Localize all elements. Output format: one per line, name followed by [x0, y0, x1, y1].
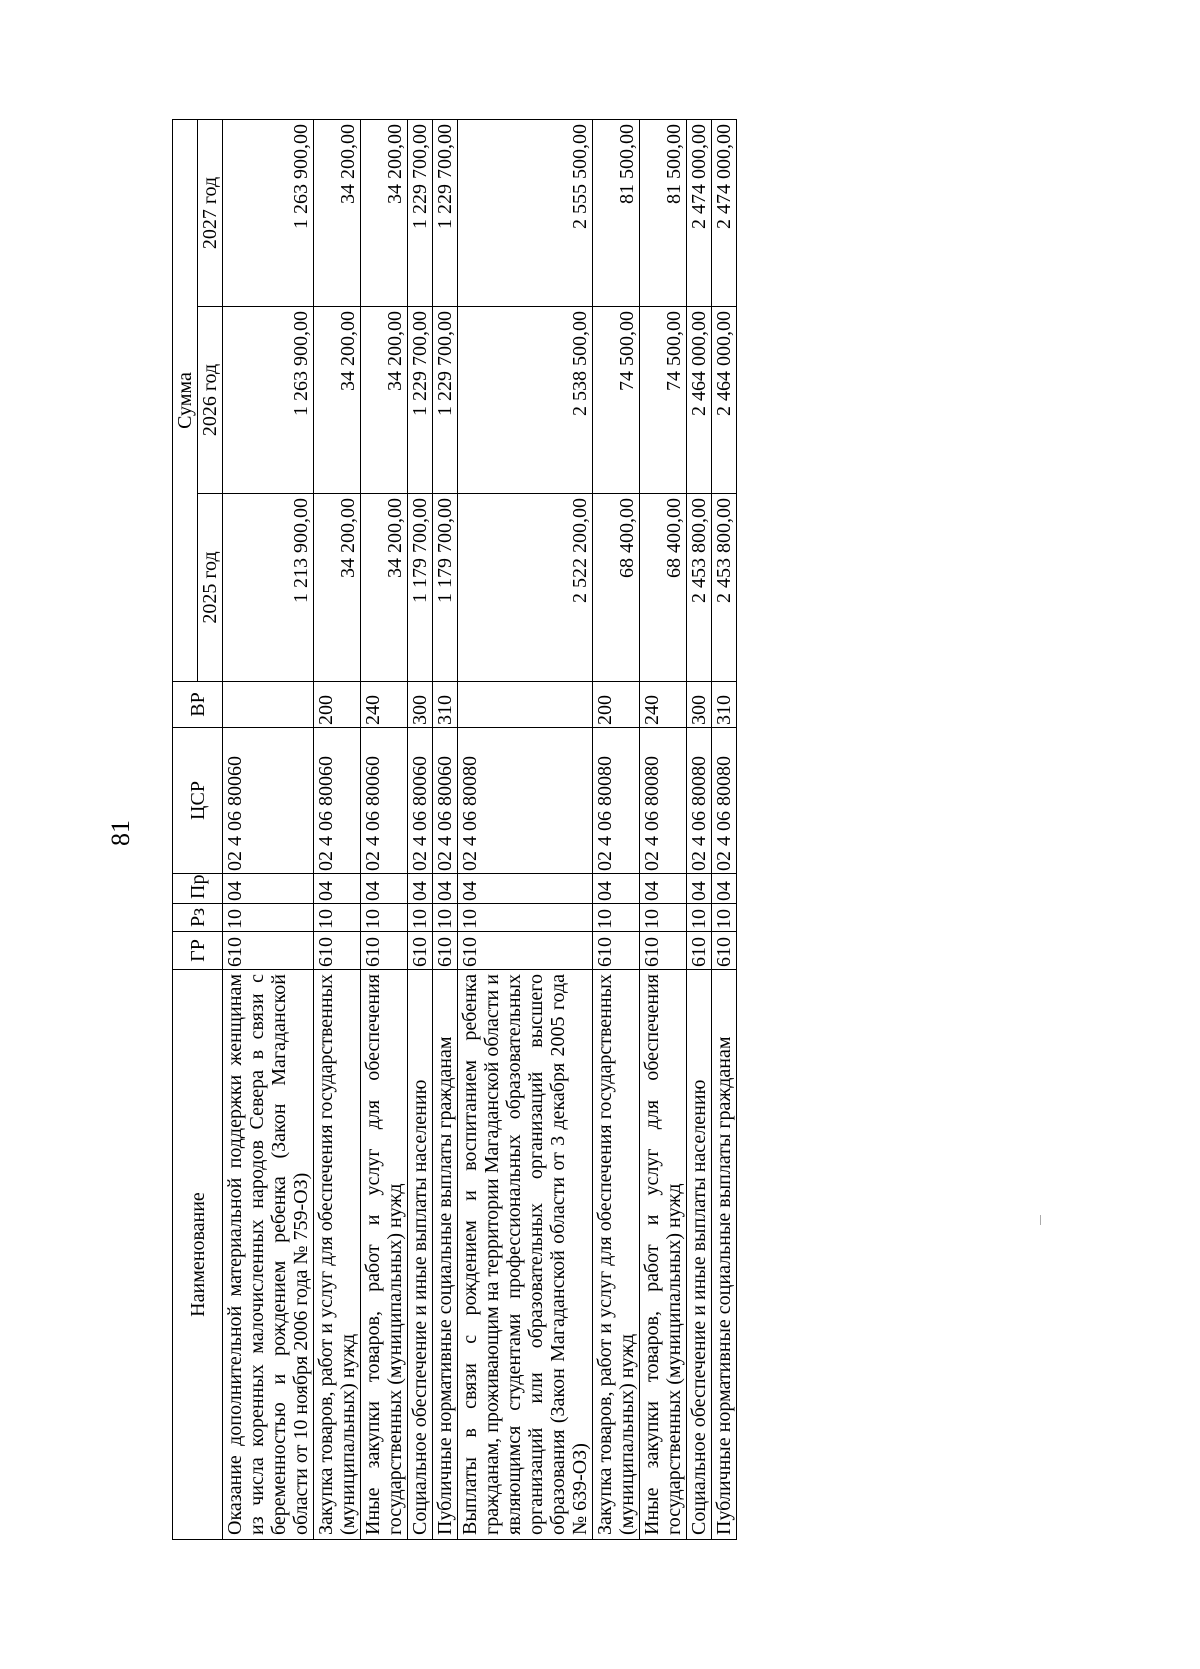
row-pr-cell: 04 [593, 874, 640, 904]
row-csr-cell: 02 4 06 80080 [458, 728, 593, 874]
row-vr-cell: 240 [361, 682, 408, 728]
row-2027-cell: 81 500,00 [593, 119, 640, 306]
row-pr-cell: 04 [408, 874, 433, 904]
row-vr-cell: 300 [408, 682, 433, 728]
row-rz-cell: 10 [433, 904, 458, 932]
row-csr-cell: 02 4 06 80060 [361, 728, 408, 874]
table-row [687, 119, 712, 1539]
row-vr-cell: 310 [712, 682, 737, 728]
row-csr-cell: 02 4 06 80080 [712, 728, 737, 874]
row-name-cell: Иные закупки товаров, работ и услуг для обеспечения государственных (муниципальных) нужд [640, 970, 687, 1540]
table-row [408, 119, 433, 1539]
row-vr-cell [223, 682, 314, 728]
row-rz-cell: 10 [640, 904, 687, 932]
row-pr-cell: 04 [458, 874, 593, 904]
row-gr-cell: 610 [687, 932, 712, 970]
row-pr-cell: 04 [223, 874, 314, 904]
row-vr-cell: 200 [314, 682, 361, 728]
header-vr: ВР [173, 682, 223, 728]
row-2025-cell: 2 522 200,00 [458, 494, 593, 682]
row-rz-cell: 10 [593, 904, 640, 932]
row-gr-cell: 610 [712, 932, 737, 970]
row-vr-cell: 240 [640, 682, 687, 728]
row-rz-cell: 10 [408, 904, 433, 932]
table-row [640, 119, 687, 1539]
row-gr-cell: 610 [314, 932, 361, 970]
row-2027-cell: 1 263 900,00 [223, 119, 314, 306]
row-rz-cell: 10 [458, 904, 593, 932]
row-name-cell: Социальное обеспечение и иные выплаты населению [408, 970, 433, 1540]
row-pr-cell: 04 [433, 874, 458, 904]
row-2027-cell: 1 229 700,00 [408, 119, 433, 306]
header-2027: 2027 год [198, 119, 223, 306]
row-csr-cell: 02 4 06 80060 [433, 728, 458, 874]
row-2026-cell: 74 500,00 [640, 307, 687, 494]
table-row [361, 119, 408, 1539]
table-row [458, 119, 593, 1539]
row-2026-cell: 74 500,00 [593, 307, 640, 494]
header-name: Наименование [173, 970, 223, 1540]
row-rz-cell: 10 [361, 904, 408, 932]
table-row [593, 119, 640, 1539]
row-csr-cell: 02 4 06 80060 [314, 728, 361, 874]
row-2026-cell: 2 538 500,00 [458, 307, 593, 494]
row-gr-cell: 610 [361, 932, 408, 970]
row-pr-cell: 04 [361, 874, 408, 904]
row-gr-cell: 610 [433, 932, 458, 970]
row-2025-cell: 1 179 700,00 [408, 494, 433, 682]
header-gr: ГР [173, 932, 223, 970]
row-gr-cell: 610 [640, 932, 687, 970]
row-csr-cell: 02 4 06 80080 [640, 728, 687, 874]
header-rz: Рз [173, 904, 223, 932]
row-gr-cell: 610 [223, 932, 314, 970]
row-gr-cell: 610 [458, 932, 593, 970]
header-2025: 2025 год [198, 494, 223, 682]
row-2025-cell: 68 400,00 [593, 494, 640, 682]
budget-table [172, 119, 737, 1540]
table-row [314, 119, 361, 1539]
row-name-cell: Выплаты в связи с рождением и воспитанием ребенка гражданам, проживающим на территории Магаданской области и являющимся студентами профессиональных образовательных организаций или образовательных организаций высшего образования (Закон Магаданской области от 3 декабря 2005 года № 639-ОЗ) [458, 970, 593, 1540]
row-pr-cell: 04 [314, 874, 361, 904]
table-row [712, 119, 737, 1539]
row-2026-cell: 1 229 700,00 [408, 307, 433, 494]
row-2026-cell: 1 229 700,00 [433, 307, 458, 494]
row-2027-cell: 34 200,00 [314, 119, 361, 306]
row-name-cell: Публичные нормативные социальные выплаты гражданам [433, 970, 458, 1540]
row-2025-cell: 2 453 800,00 [687, 494, 712, 682]
row-name-cell: Социальное обеспечение и иные выплаты населению [687, 970, 712, 1540]
row-csr-cell: 02 4 06 80060 [223, 728, 314, 874]
table-body [223, 119, 737, 1539]
row-gr-cell: 610 [408, 932, 433, 970]
row-rz-cell: 10 [687, 904, 712, 932]
row-2025-cell: 68 400,00 [640, 494, 687, 682]
row-name-cell: Оказание дополнительной материальной поддержки женщинам из числа коренных малочисленных народов Севера в связи с беременностью и рождением ребенка (Закон Магаданской области от 10 ноября 2006 года № 759-ОЗ) [223, 970, 314, 1540]
header-pr: Пр [173, 874, 223, 904]
row-vr-cell: 300 [687, 682, 712, 728]
row-2026-cell: 2 464 000,00 [687, 307, 712, 494]
row-2026-cell: 2 464 000,00 [712, 307, 737, 494]
row-rz-cell: 10 [314, 904, 361, 932]
row-vr-cell: 310 [433, 682, 458, 728]
row-2025-cell: 1 213 900,00 [223, 494, 314, 682]
row-rz-cell: 10 [712, 904, 737, 932]
row-vr-cell [458, 682, 593, 728]
table-row [433, 119, 458, 1539]
row-csr-cell: 02 4 06 80080 [593, 728, 640, 874]
row-2025-cell: 1 179 700,00 [433, 494, 458, 682]
page-number: 81 [106, 820, 135, 846]
header-2026: 2026 год [198, 307, 223, 494]
header-csr: ЦСР [173, 728, 223, 874]
row-2027-cell: 2 555 500,00 [458, 119, 593, 306]
rotated-table-wrapper [172, 120, 917, 1540]
row-gr-cell: 610 [593, 932, 640, 970]
row-2027-cell: 81 500,00 [640, 119, 687, 306]
row-pr-cell: 04 [712, 874, 737, 904]
row-csr-cell: 02 4 06 80060 [408, 728, 433, 874]
row-name-cell: Закупка товаров, работ и услуг для обеспечения государственных (муниципальных) нужд [593, 970, 640, 1540]
row-2027-cell: 34 200,00 [361, 119, 408, 306]
row-2025-cell: 34 200,00 [314, 494, 361, 682]
row-name-cell: Иные закупки товаров, работ и услуг для обеспечения государственных (муниципальных) нужд [361, 970, 408, 1540]
row-name-cell: Закупка товаров, работ и услуг для обеспечения государственных (муниципальных) нужд [314, 970, 361, 1540]
row-2025-cell: 34 200,00 [361, 494, 408, 682]
row-pr-cell: 04 [640, 874, 687, 904]
row-2027-cell: 2 474 000,00 [712, 119, 737, 306]
row-pr-cell: 04 [687, 874, 712, 904]
header-row-1 [173, 119, 198, 1539]
row-vr-cell: 200 [593, 682, 640, 728]
row-name-cell: Публичные нормативные социальные выплаты гражданам [712, 970, 737, 1540]
row-2025-cell: 2 453 800,00 [712, 494, 737, 682]
row-csr-cell: 02 4 06 80080 [687, 728, 712, 874]
row-rz-cell: 10 [223, 904, 314, 932]
header-sum: Сумма [173, 119, 198, 681]
row-2026-cell: 34 200,00 [361, 307, 408, 494]
row-2027-cell: 2 474 000,00 [687, 119, 712, 306]
row-2027-cell: 1 229 700,00 [433, 119, 458, 306]
row-2026-cell: 1 263 900,00 [223, 307, 314, 494]
scan-mark [1040, 1215, 1041, 1225]
row-2026-cell: 34 200,00 [314, 307, 361, 494]
table-row [223, 119, 314, 1539]
